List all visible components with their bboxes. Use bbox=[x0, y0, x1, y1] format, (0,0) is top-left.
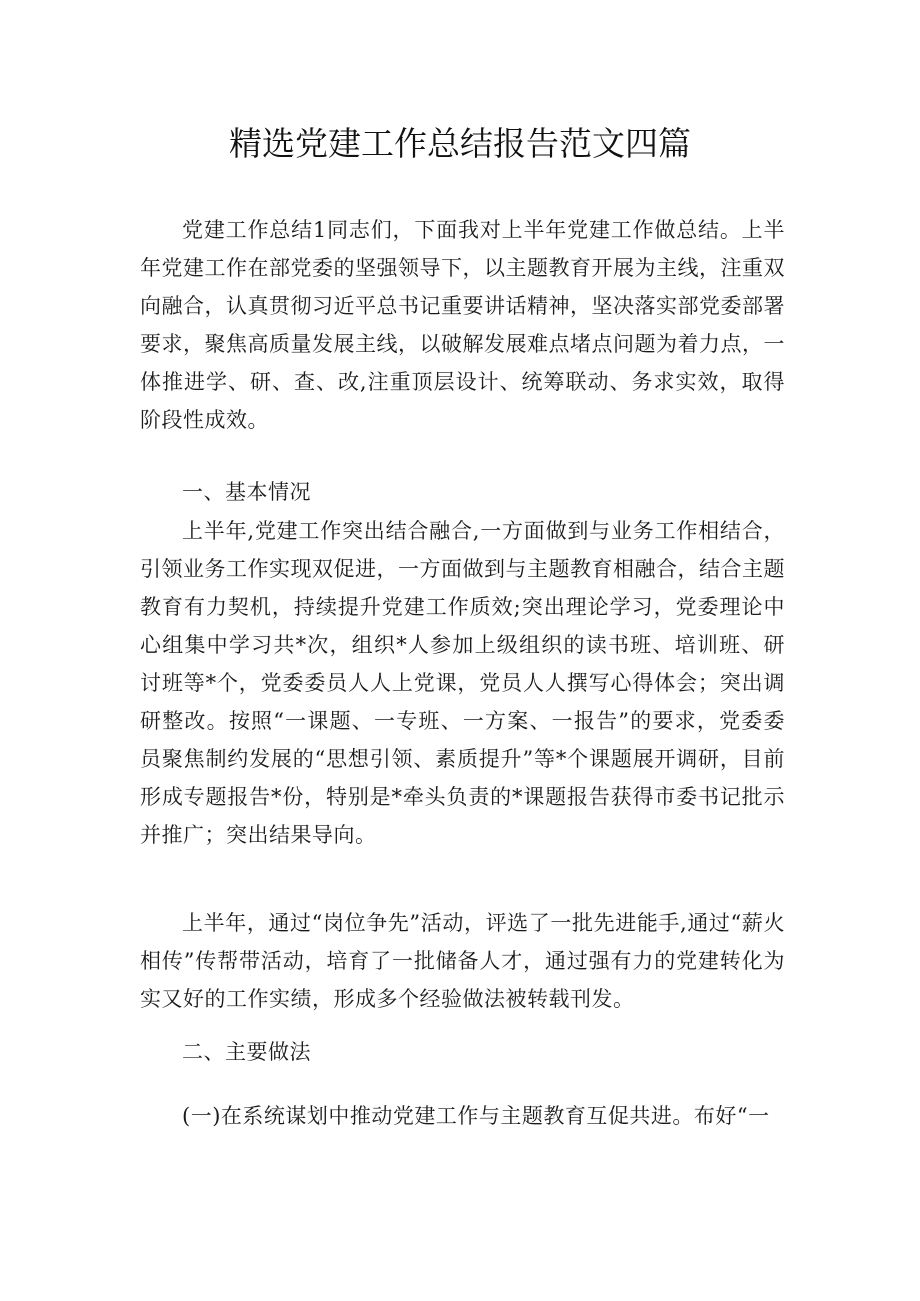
paragraph-intro: 党建工作总结1同志们，下面我对上半年党建工作做总结。上半年党建工作在部党委的坚强领导下，以主题教育开展为主线，注重双向融合，认真贯彻习近平总书记重要讲话精神，坚决落实部党委部署要求，聚焦高质量发展主线，以破解发展难点堵点问题为着力点，一体推进学、研、查、改,注重顶层设计、统筹联动、务求实效，取得阶段性成效。 bbox=[140, 218, 785, 432]
paragraph-achievements: 上半年，通过“岗位争先”活动，评选了一批先进能手,通过“薪火相传”传帮带活动，培育了一批储备人才，通过强有力的党建转化为实又好的工作实绩，形成多个经验做法被转载刊发。 bbox=[140, 911, 785, 1011]
paragraph-practice-one: (一)在系统谋划中推动党建工作与主题教育互促共进。布好“一 bbox=[182, 1104, 770, 1128]
section-heading-main-practices: 二、主要做法 bbox=[182, 1040, 311, 1064]
section-heading-basic-situation: 一、基本情况 bbox=[182, 480, 311, 504]
document-title: 精选党建工作总结报告范文四篇 bbox=[229, 124, 691, 163]
paragraph-basic-situation: 上半年,党建工作突出结合融合,一方面做到与业务工作相结合，引领业务工作实现双促进，一方面做到与主题教育相融合，结合主题教育有力契机，持续提升党建工作质效;突出理论学习，党委理论中心组集中学习共*次，组织*人参加上级组织的读书班、培训班、研讨班等*个，党委委员人人上党课，党员人人撰写心得体会；突出调研整改。按照“一课题、一专班、一方案、一报告”的要求，党委委员聚焦制约发展的“思想引领、素质提升”等*个课题展开调研，目前形成专题报告*份，特别是*牵头负责的*课题报告获得市委书记批示并推广；突出结果导向。 bbox=[140, 519, 785, 847]
